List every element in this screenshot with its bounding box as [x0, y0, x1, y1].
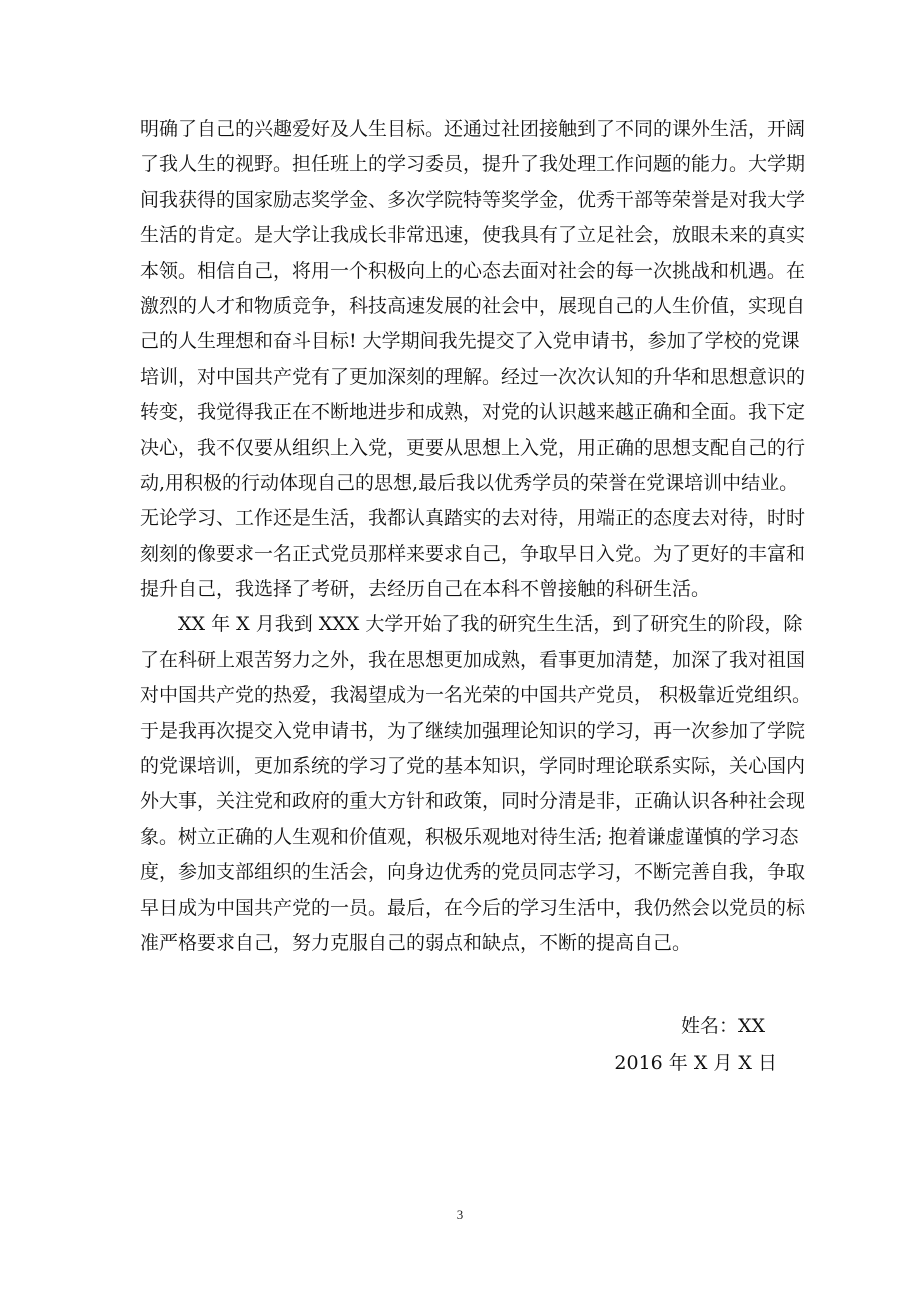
- paragraph-1: [140, 112, 806, 607]
- signature-block: [614, 1008, 777, 1082]
- text-line: 了我人生的视野。担任班上的学习委员，提升了我处理工作问题的能力。大学期: [140, 153, 806, 176]
- text-line: 象。树立正确的人生观和价值观，积极乐观地对待生活; 抱着谦虚谨慎的学习态: [140, 825, 799, 848]
- text-line: 无论学习、工作还是生活，我都认真踏实的去对待，用端正的态度去对待，时时: [140, 507, 806, 530]
- text-line: 转变，我觉得我正在不断地进步和成熟，对党的认识越来越正确和全面。我下定: [140, 401, 806, 424]
- text-line: 度，参加支部组织的生活会，向身边优秀的党员同志学习，不断完善自我，争取: [140, 861, 806, 884]
- text-line: 培训，对中国共产党有了更加深刻的理解。经过一次次认知的升华和思想意识的: [140, 365, 806, 388]
- text-line: 己的人生理想和奋斗目标! 大学期间我先提交了入党申请书，参加了学校的党课: [140, 330, 800, 353]
- signature-name: 姓名：XX: [680, 1015, 765, 1037]
- text-line: 准严格要求自己，努力克服自己的弱点和缺点，不断的提高自己。: [140, 931, 692, 954]
- text-line: 提升自己，我选择了考研，去经历自己在本科不曾接触的科研生活。: [140, 578, 711, 601]
- text-line: 早日成为中国共产党的一员。最后，在今后的学习生活中，我仍然会以党员的标: [140, 896, 806, 919]
- paragraph-2: [140, 607, 812, 961]
- page-number: 3: [456, 1207, 464, 1222]
- signature-date: 2016 年 X 月 X 日: [614, 1052, 777, 1074]
- letter-body: [140, 112, 812, 961]
- text-line: 激烈的人才和物质竞争，科技高速发展的社会中，展现自己的人生价值，实现自: [140, 294, 806, 317]
- text-line: 于是我再次提交入党申请书，为了继续加强理论知识的学习，再一次参加了学院: [140, 719, 806, 742]
- text-line: 明确了自己的兴趣爱好及人生目标。还通过社团接触到了不同的课外生活，开阔: [140, 118, 806, 140]
- text-line: 本领。相信自己，将用一个积极向上的心态去面对社会的每一次挑战和机遇。在: [140, 259, 806, 282]
- text-line: 对中国共产党的热爱，我渴望成为一名光荣的中国共产党员， 积极靠近党组织。: [140, 684, 812, 707]
- text-line: XX 年 X 月我到 XXX 大学开始了我的研究生生活，到了研究生的阶段，除: [140, 613, 803, 636]
- text-line: 间我获得的国家励志奖学金、多次学院特等奖学金，优秀干部等荣誉是对我大学: [140, 188, 806, 211]
- text-line: 的党课培训，更加系统的学习了党的基本知识，学同时理论联系实际，关心国内: [140, 755, 806, 778]
- text-line: 外大事，关注党和政府的重大方针和政策，同时分清是非，正确认识各种社会现: [140, 790, 806, 813]
- text-line: 生活的肯定。是大学让我成长非常迅速，使我具有了立足社会，放眼未来的真实: [140, 224, 806, 247]
- text-line: 刻刻的像要求一名正式党员那样来要求自己，争取早日入党。为了更好的丰富和: [140, 542, 806, 565]
- text-line: 了在科研上艰苦努力之外，我在思想更加成熟，看事更加清楚，加深了我对祖国: [140, 648, 806, 671]
- text-line: 动,用积极的行动体现自己的思想,最后我以优秀学员的荣誉在党课培训中结业。: [140, 471, 799, 494]
- text-line: 决心，我不仅要从组织上入党，更要从思想上入党，用正确的思想支配自己的行: [140, 436, 806, 459]
